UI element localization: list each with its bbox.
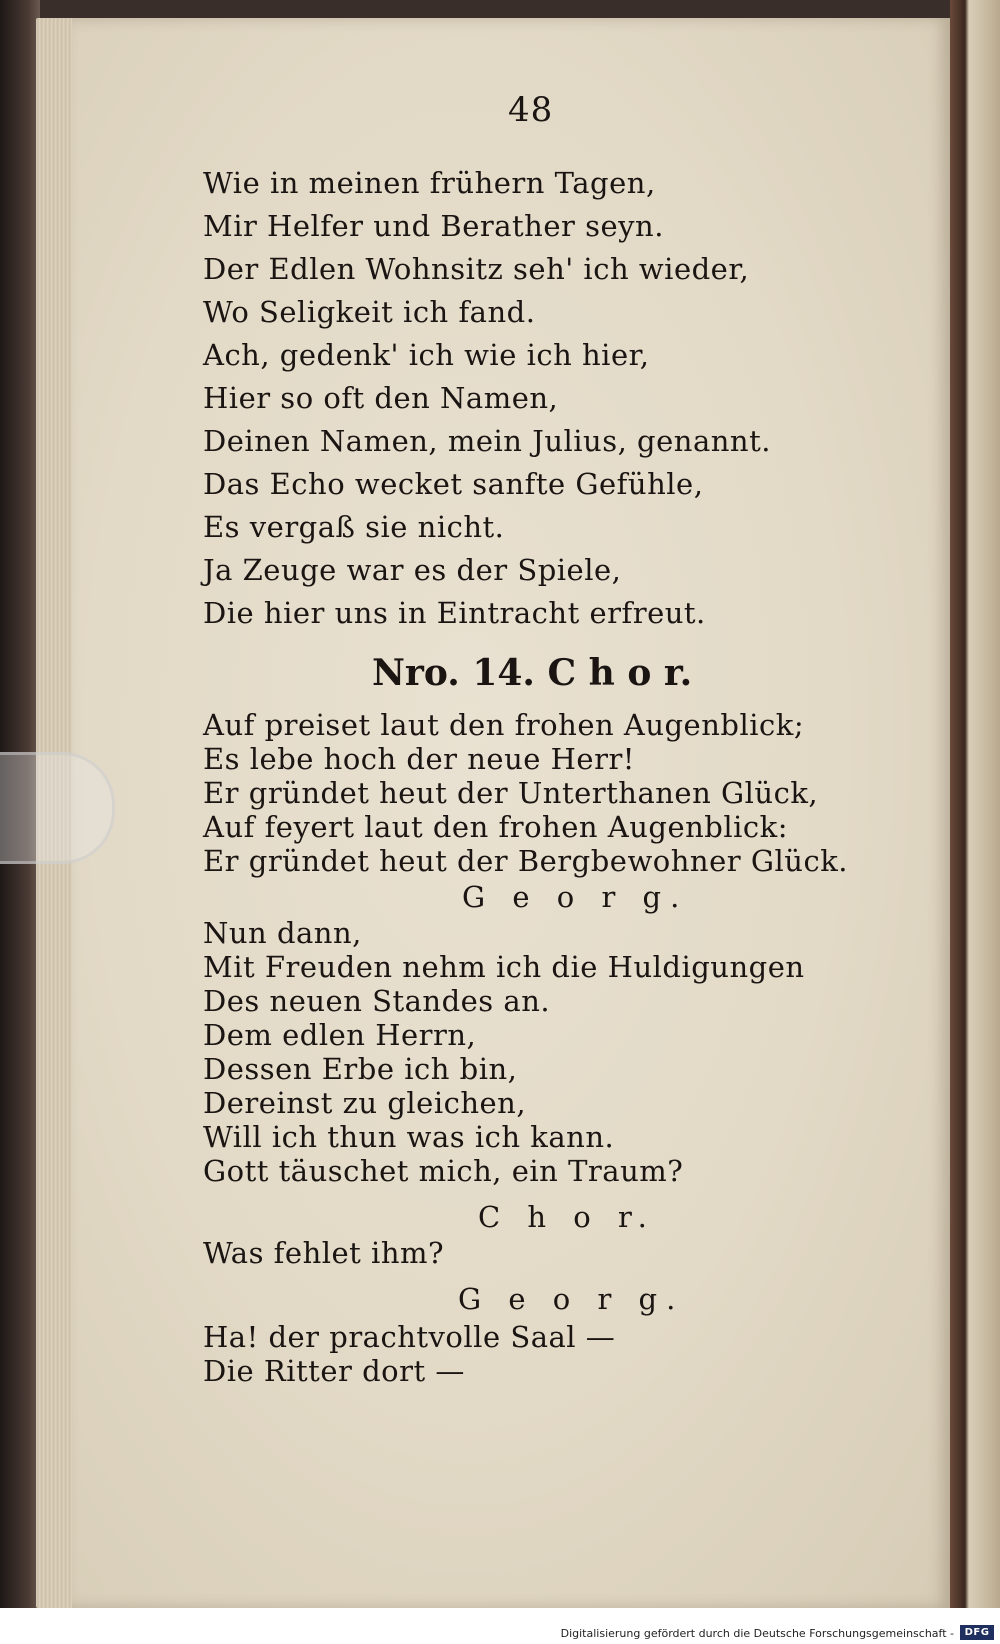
book-right-edge: [950, 0, 1000, 1644]
verse-line: Das Echo wecket sanfte Gefühle,: [203, 467, 704, 501]
georg-line: Des neuen Standes an.: [203, 984, 551, 1018]
georg-line: Ha! der prachtvolle Saal —: [203, 1320, 616, 1354]
verse-line: Ach, gedenk' ich wie ich hier,: [203, 338, 650, 372]
verse-line: Hier so oft den Namen,: [203, 381, 559, 415]
verse-line: Deinen Namen, mein Julius, genannt.: [203, 424, 771, 458]
dfg-logo: DFG: [960, 1625, 994, 1640]
verse-line: Ja Zeuge war es der Spiele,: [203, 553, 622, 587]
speaker-label: G e o r g.: [462, 880, 689, 914]
speaker-label: G e o r g.: [458, 1282, 685, 1316]
chorus-line: Auf preiset laut den frohen Augenblick;: [203, 708, 805, 742]
chorus-line: Er gründet heut der Bergbewohner Glück.: [203, 844, 848, 878]
speaker-label: C h o r.: [478, 1200, 656, 1234]
footer-credit: Digitalisierung gefördert durch die Deutsche Forschungsgemeinschaft -: [560, 1627, 954, 1640]
chorus-line: Er gründet heut der Unterthanen Glück,: [203, 776, 819, 810]
verse-line: Mir Helfer und Berather seyn.: [203, 209, 664, 243]
georg-line: Dem edlen Herrn,: [203, 1018, 477, 1052]
chorus-line: Es lebe hoch der neue Herr!: [203, 742, 635, 776]
georg-line: Will ich thun was ich kann.: [203, 1120, 615, 1154]
verse-line: Die hier uns in Eintracht erfreut.: [203, 596, 706, 630]
georg-line: Mit Freuden nehm ich die Huldigungen: [203, 950, 805, 984]
verse-line: Es vergaß sie nicht.: [203, 510, 505, 544]
chorus-line: Auf feyert laut den frohen Augenblick:: [203, 810, 788, 844]
georg-line: Dessen Erbe ich bin,: [203, 1052, 518, 1086]
georg-line: Nun dann,: [203, 916, 362, 950]
section-heading: Nro. 14. C h o r.: [372, 652, 693, 694]
georg-line: Gott täuschet mich, ein Traum?: [203, 1154, 684, 1188]
verse-line: Der Edlen Wohnsitz seh' ich wieder,: [203, 252, 750, 286]
georg-line: Dereinst zu gleichen,: [203, 1086, 527, 1120]
page-number: 48: [508, 90, 554, 130]
verse-line: Wo Seligkeit ich fand.: [203, 295, 536, 329]
georg-line: Die Ritter dort —: [203, 1354, 465, 1388]
chor-line: Was fehlet ihm?: [203, 1236, 445, 1270]
verse-line: Wie in meinen frühern Tagen,: [203, 166, 656, 200]
